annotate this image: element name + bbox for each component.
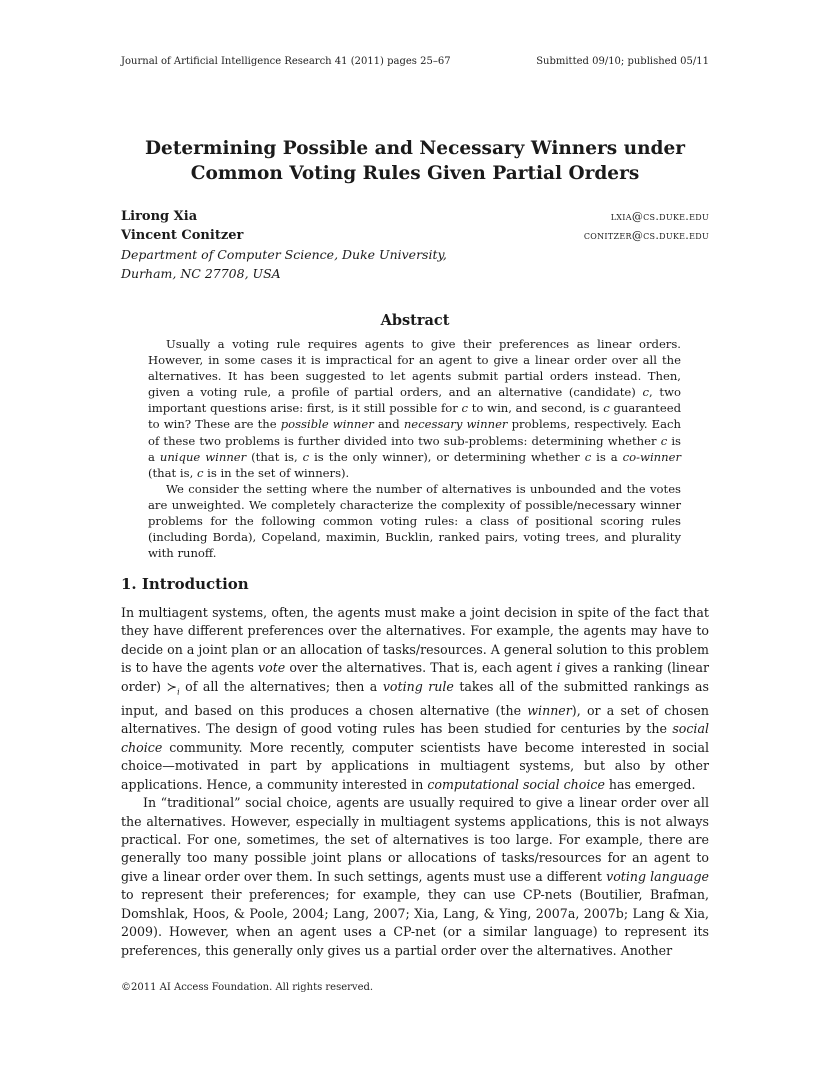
author-row xyxy=(121,207,709,226)
text-run: is the only winner), or determining whether xyxy=(309,449,585,464)
emphasis: necessary winner xyxy=(403,417,508,432)
author-email: lxia@cs.duke.edu xyxy=(610,210,709,223)
author-row xyxy=(121,226,709,245)
abstract-paragraph-2: We consider the setting where the number of alternatives is unbounded and the votes are unweighted. We completely characterize the complexity of possible/necessary winner problems for the following common voting rules: a class of positional scoring rules (including Borda), Copeland, maximin, Bucklin, ranked pairs, voting trees, and plurality with runoff. xyxy=(148,481,681,561)
affiliation-line-1: Department of Computer Science, Duke University, xyxy=(121,247,447,262)
author-name: Lirong Xia xyxy=(121,209,198,224)
text-run: Usually a voting rule requires agents to give their preferences as linear orders. However, in some cases it is impractical for an agent to give a linear order over all the alternatives. It has been suggested to let agents submit partial orders instead. Then, given a voting rule, a profile of partial orders, and an alternative (candidate) xyxy=(148,337,681,400)
submission-dates: Submitted 09/10; published 05/11 xyxy=(536,56,709,67)
copyright-footer: ©2011 AI Access Foundation. All rights reserved. xyxy=(121,982,374,993)
text-run: problems, respectively. Each of these two problems is further divided into two sub-problems: determining whether xyxy=(148,417,682,448)
text-run: In multiagent systems, often, the agents must make a joint decision in spite of the fact that they have different preferences over the alternatives. For example, the agents may have to decide on a joint plan or an allocation of tasks/resources. A general solution to this problem is to have the agents xyxy=(121,605,709,676)
math-var: c xyxy=(642,385,650,400)
running-header xyxy=(121,56,709,67)
text-run: gives a ranking (linear order) ≻ xyxy=(121,660,710,694)
text-run: is in the set of winners). xyxy=(203,465,350,480)
abstract-body xyxy=(148,336,681,561)
text-run: In “traditional” social choice, agents are usually required to give a linear order over all the alternatives. However, especially in multiagent systems applications, this is not always practical. For one, sometimes, the set of alternatives is too large. For example, there are generally too many possible joint plans or allocations of tasks/resources for an agent to give a linear order over them. In such settings, agents must use a different xyxy=(121,795,709,884)
journal-citation: Journal of Artificial Intelligence Research 41 (2011) pages 25–67 xyxy=(121,56,451,67)
text-run: community. More recently, computer scientists have become interested in social choice—motivated in part by applications in multiagent systems, but also by other applications. Hence, a community interested in xyxy=(121,739,709,792)
math-var: c xyxy=(461,401,469,416)
text-run: of all the alternatives; then a xyxy=(179,678,383,694)
text-run: ), or a set of chosen alternatives. The design of good voting rules has been studied for centuries by the xyxy=(121,702,709,737)
text-run: , two important questions arise: first, is it still possible for xyxy=(148,385,681,416)
math-var: c xyxy=(603,401,610,416)
affiliation-line-2: Durham, NC 27708, USA xyxy=(121,266,281,281)
author-email: conitzer@cs.duke.edu xyxy=(583,229,709,242)
section-heading: 1. Introduction xyxy=(121,575,249,593)
abstract-heading: Abstract xyxy=(380,312,450,329)
text-run: guaranteed to win? These are the xyxy=(148,401,681,432)
math-var: c xyxy=(584,449,592,464)
emphasis: co-winner xyxy=(622,449,681,464)
emphasis: voting rule xyxy=(382,678,454,694)
emphasis: computational social choice xyxy=(427,776,605,792)
math-var: i xyxy=(556,660,561,676)
introduction-body xyxy=(121,604,709,960)
title-line-2: Common Voting Rules Given Partial Orders xyxy=(190,163,640,184)
paper-title xyxy=(121,136,709,186)
math-var: c xyxy=(660,433,668,448)
emphasis: voting language xyxy=(606,868,709,884)
text-run: over the alternatives. That is, each agent xyxy=(285,660,557,676)
emphasis: winner xyxy=(527,702,572,718)
author-name: Vincent Conitzer xyxy=(121,228,244,243)
emphasis: vote xyxy=(258,660,286,676)
text-run: to win, and second, is xyxy=(468,401,604,416)
math-subscript: i xyxy=(177,687,180,697)
emphasis: possible winner xyxy=(280,417,374,432)
math-var: c xyxy=(196,465,204,480)
text-run: is a xyxy=(148,433,681,464)
text-run: is a xyxy=(591,449,623,464)
intro-paragraph-2 xyxy=(121,794,709,960)
math-var: c xyxy=(302,449,310,464)
text-run: to represent their preferences; for example, they can use CP-nets (Boutilier, Brafman, Domshlak, Hoos, & Poole, 2004; Lang, 2007; Xia, Lang, & Ying, 2007a, 2007b; Lang & Xia, 2009). However, when an agent uses a CP-net (or a similar language) to represent its preferences, this generally only gives us a partial order over the alternatives. Another xyxy=(121,887,709,958)
title-line-1: Determining Possible and Necessary Winners under xyxy=(145,138,685,159)
text-run: and xyxy=(373,417,404,432)
emphasis: social choice xyxy=(121,721,709,755)
text-run: (that is, xyxy=(148,465,197,480)
text-run: takes all of the submitted rankings as input, and based on this produces a chosen alternative (the xyxy=(121,678,709,718)
text-run: has emerged. xyxy=(604,776,696,792)
abstract-paragraph-1 xyxy=(148,336,681,481)
author-block xyxy=(121,207,709,283)
text-run: (that is, xyxy=(246,449,303,464)
intro-paragraph-1 xyxy=(121,604,709,794)
emphasis: unique winner xyxy=(159,449,247,464)
